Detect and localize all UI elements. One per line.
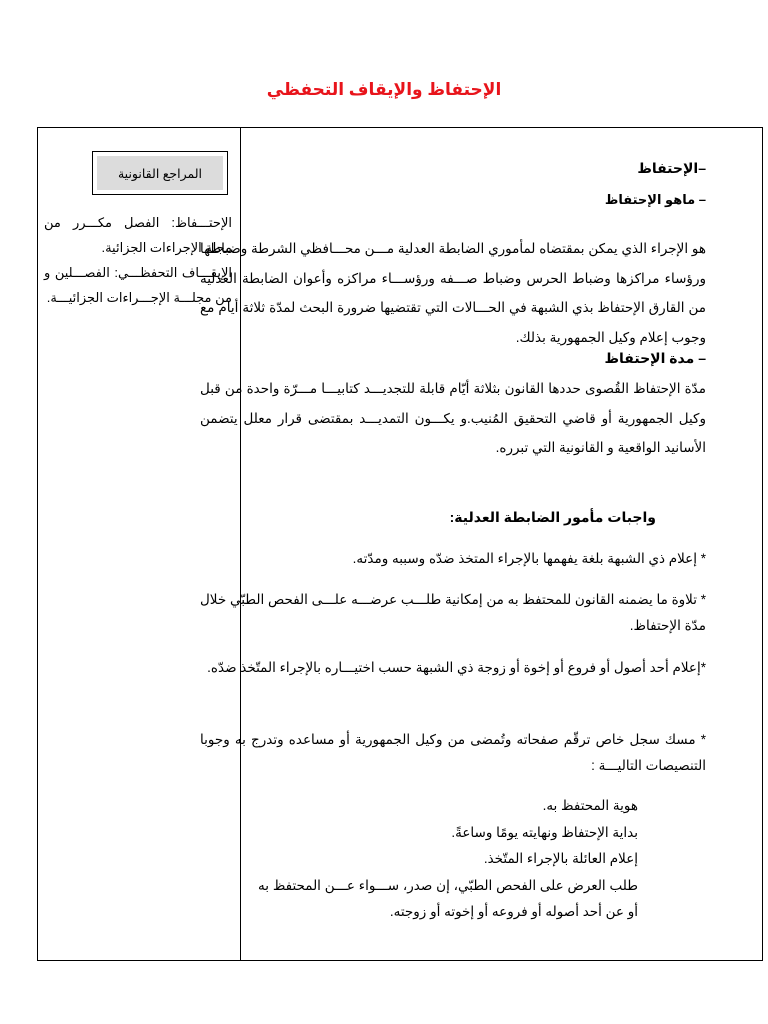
- duties-heading: واجبات مأمور الضابطة العدلية:: [449, 509, 656, 525]
- register-field: طلب العرض على الفحص الطبّي، إن صدر، ســـواء عـــن المحتفظ به أو عن أحد أصوله أو فروعه أو إخوته أو زوجته.: [258, 877, 638, 919]
- duty-item-4: * مسك سجل خاص ترقّم صفحاته وتُمضى من وكيل الجمهورية أو مساعده وتدرج به وجوبا التنصيصات التاليـــة :: [200, 732, 706, 773]
- legal-references-label: المراجع القانونية: [97, 156, 223, 190]
- subheading-duration: – مدة الإحتفاظ: [604, 350, 706, 366]
- register-field: إعلام العائلة بالإجراء المتّخذ.: [483, 851, 638, 866]
- duration-paragraph: مدّة الإحتفاظ القُصوى حددها القانون بثلاثة أيّام قابلة للتجديـــد كتابيـــا مـــرّة واحدة من قبل وكيل الجمهورية أو قاضي التحقيق المُنيب.و يكـــون التمديـــد بمقتضى قرار معلل يتضمن الأسانيد الواقعية و القانونية التي تبرره.: [200, 381, 706, 455]
- legal-references-box: [92, 151, 228, 195]
- definition-paragraph: هو الإجراء الذي يمكن بمقتضاه لمأموري الضابطة العدلية مـــن محـــافظي الشرطة وضباطها ورؤساء مراكزها وضباط الحرس وضباط صـــفه ورؤســـاء مراكزه وأعوان الضابطة العدلية من القارق الإحتفاظ بذي الشبهة في الحـــالات التي تقتضيها ضرورة البحث لمدّة ثلاثة أيام مع وجوب إعلام وكيل الجمهورية بذلك.: [200, 241, 706, 345]
- section-heading-detention: –الإحتفاظ: [637, 160, 706, 176]
- duty-item-2: * تلاوة ما يضمنه القانون للمحتفظ به من إمكانية طلـــب عرضـــه علـــى الفحص الطبّي خلال مدّة الإحتفاظ.: [200, 592, 706, 633]
- register-fields-list: [258, 793, 638, 926]
- register-field: بداية الإحتفاظ ونهايته يومًا وساعةً.: [451, 824, 638, 840]
- page-title: الإحتفاظ والإيقاف التحفظي: [266, 80, 502, 99]
- register-field: هوية المحتفظ به.: [542, 798, 638, 813]
- reference-custody: الإيقـــاف التحفظـــي: الفصـــلين و من مجلـــة الإجـــراءات الجزائيـــة.: [44, 265, 232, 305]
- subheading-what-is-detention: – ماهو الإحتفاظ: [604, 192, 706, 207]
- duty-item-3: *إعلام أحد أصول أو فروع أو إخوة أو زوجة ذي الشبهة حسب اختيـــاره بالإجراء المتّخذ ضدّه.: [207, 660, 706, 675]
- reference-detention: الإحتـــفاظ: الفصل مكـــرر من مجلة الإجراءات الجزائية.: [44, 215, 232, 255]
- duty-item-1: * إعلام ذي الشبهة بلغة يفهمها بالإجراء المتخذ ضدّه وسببه ومدّته.: [352, 551, 706, 566]
